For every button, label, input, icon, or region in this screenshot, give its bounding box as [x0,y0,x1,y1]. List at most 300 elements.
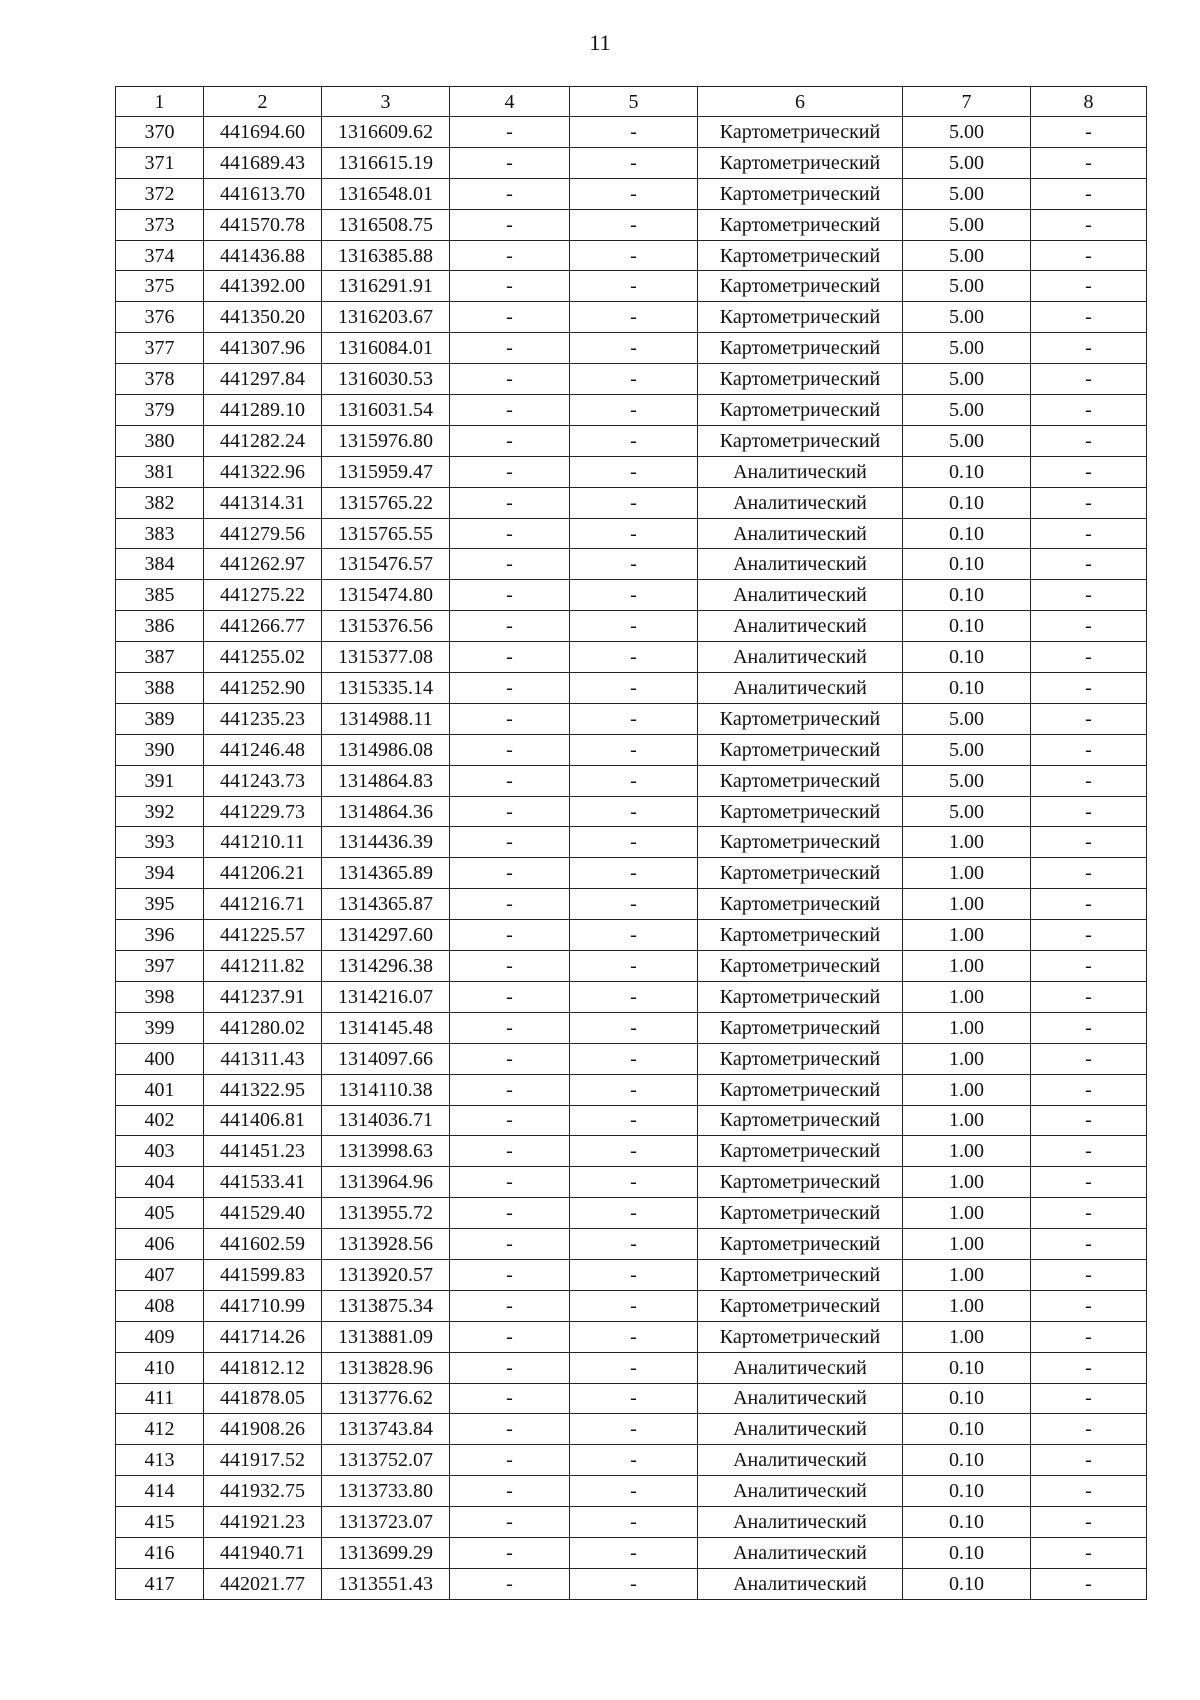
x-coordinate-cell: 441451.23 [204,1136,322,1167]
y-coordinate-cell: 1313776.62 [322,1383,450,1414]
col4-cell: - [450,796,570,827]
col8-cell: - [1031,302,1147,333]
x-coordinate-cell: 441216.71 [204,889,322,920]
x-coordinate-cell: 441406.81 [204,1105,322,1136]
col5-cell: - [570,549,698,580]
col5-cell: - [570,981,698,1012]
y-coordinate-cell: 1313998.63 [322,1136,450,1167]
method-cell: Картометрический [698,1198,903,1229]
col8-cell: - [1031,765,1147,796]
method-cell: Картометрический [698,1321,903,1352]
table-row [116,302,1147,333]
y-coordinate-cell: 1313551.43 [322,1568,450,1599]
col4-cell: - [450,642,570,673]
col8-cell: - [1031,209,1147,240]
col4-cell: - [450,364,570,395]
col4-cell: - [450,951,570,982]
accuracy-cell: 1.00 [903,1198,1031,1229]
x-coordinate-cell: 441297.84 [204,364,322,395]
point-number-cell: 414 [116,1476,204,1507]
point-number-cell: 415 [116,1507,204,1538]
table-row [116,1136,1147,1167]
accuracy-cell: 5.00 [903,240,1031,271]
method-cell: Картометрический [698,703,903,734]
method-cell: Аналитический [698,642,903,673]
col5-cell: - [570,1321,698,1352]
col4-cell: - [450,858,570,889]
col4-cell: - [450,827,570,858]
method-cell: Аналитический [698,1383,903,1414]
column-header: 1 [116,87,204,117]
y-coordinate-cell: 1313920.57 [322,1259,450,1290]
col4-cell: - [450,1383,570,1414]
method-cell: Картометрический [698,1012,903,1043]
col4-cell: - [450,518,570,549]
col8-cell: - [1031,1568,1147,1599]
method-cell: Картометрический [698,117,903,148]
table-row [116,1290,1147,1321]
x-coordinate-cell: 441322.96 [204,456,322,487]
y-coordinate-cell: 1315377.08 [322,642,450,673]
method-cell: Картометрический [698,827,903,858]
y-coordinate-cell: 1316508.75 [322,209,450,240]
y-coordinate-cell: 1316030.53 [322,364,450,395]
accuracy-cell: 1.00 [903,951,1031,982]
y-coordinate-cell: 1313875.34 [322,1290,450,1321]
table-row [116,178,1147,209]
col5-cell: - [570,673,698,704]
method-cell: Аналитический [698,1414,903,1445]
table-row [116,765,1147,796]
point-number-cell: 375 [116,271,204,302]
accuracy-cell: 1.00 [903,889,1031,920]
col5-cell: - [570,1259,698,1290]
col8-cell: - [1031,549,1147,580]
col4-cell: - [450,1537,570,1568]
col5-cell: - [570,209,698,240]
x-coordinate-cell: 441694.60 [204,117,322,148]
y-coordinate-cell: 1315376.56 [322,611,450,642]
accuracy-cell: 0.10 [903,549,1031,580]
accuracy-cell: 0.10 [903,1445,1031,1476]
table-row [116,981,1147,1012]
point-number-cell: 372 [116,178,204,209]
x-coordinate-cell: 441710.99 [204,1290,322,1321]
accuracy-cell: 0.10 [903,1476,1031,1507]
method-cell: Аналитический [698,1445,903,1476]
y-coordinate-cell: 1313699.29 [322,1537,450,1568]
col4-cell: - [450,673,570,704]
accuracy-cell: 1.00 [903,827,1031,858]
table-row [116,920,1147,951]
x-coordinate-cell: 441314.31 [204,487,322,518]
col4-cell: - [450,611,570,642]
col5-cell: - [570,302,698,333]
col5-cell: - [570,1012,698,1043]
table-row [116,117,1147,148]
column-header: 7 [903,87,1031,117]
y-coordinate-cell: 1313828.96 [322,1352,450,1383]
col8-cell: - [1031,456,1147,487]
col4-cell: - [450,765,570,796]
table-row [116,889,1147,920]
method-cell: Аналитический [698,487,903,518]
accuracy-cell: 1.00 [903,1167,1031,1198]
table-row [116,1445,1147,1476]
col4-cell: - [450,1012,570,1043]
table-row [116,1229,1147,1260]
x-coordinate-cell: 441255.02 [204,642,322,673]
col4-cell: - [450,1136,570,1167]
x-coordinate-cell: 441311.43 [204,1043,322,1074]
col5-cell: - [570,178,698,209]
col8-cell: - [1031,333,1147,364]
col8-cell: - [1031,1352,1147,1383]
col4-cell: - [450,1507,570,1538]
accuracy-cell: 1.00 [903,1012,1031,1043]
y-coordinate-cell: 1316084.01 [322,333,450,364]
column-header: 2 [204,87,322,117]
y-coordinate-cell: 1314365.87 [322,889,450,920]
point-number-cell: 373 [116,209,204,240]
accuracy-cell: 5.00 [903,734,1031,765]
accuracy-cell: 1.00 [903,920,1031,951]
method-cell: Картометрический [698,1229,903,1260]
table-row [116,1105,1147,1136]
table-row [116,209,1147,240]
point-number-cell: 399 [116,1012,204,1043]
table-row [116,1568,1147,1599]
x-coordinate-cell: 441307.96 [204,333,322,364]
accuracy-cell: 5.00 [903,425,1031,456]
col4-cell: - [450,395,570,426]
table-body [116,117,1147,1600]
method-cell: Картометрический [698,734,903,765]
method-cell: Аналитический [698,580,903,611]
x-coordinate-cell: 441211.82 [204,951,322,982]
point-number-cell: 417 [116,1568,204,1599]
table-row [116,1259,1147,1290]
accuracy-cell: 1.00 [903,1229,1031,1260]
col5-cell: - [570,1229,698,1260]
table-row [116,364,1147,395]
col5-cell: - [570,425,698,456]
x-coordinate-cell: 441237.91 [204,981,322,1012]
accuracy-cell: 1.00 [903,1321,1031,1352]
y-coordinate-cell: 1313955.72 [322,1198,450,1229]
x-coordinate-cell: 441714.26 [204,1321,322,1352]
table-row [116,147,1147,178]
point-number-cell: 386 [116,611,204,642]
page-number: 11 [589,30,611,55]
point-number-cell: 401 [116,1074,204,1105]
col4-cell: - [450,178,570,209]
point-number-cell: 382 [116,487,204,518]
accuracy-cell: 0.10 [903,1352,1031,1383]
y-coordinate-cell: 1314145.48 [322,1012,450,1043]
col5-cell: - [570,364,698,395]
accuracy-cell: 1.00 [903,1259,1031,1290]
col5-cell: - [570,1445,698,1476]
col5-cell: - [570,1414,698,1445]
point-number-cell: 385 [116,580,204,611]
point-number-cell: 395 [116,889,204,920]
point-number-cell: 400 [116,1043,204,1074]
col8-cell: - [1031,271,1147,302]
col8-cell: - [1031,889,1147,920]
col4-cell: - [450,1198,570,1229]
accuracy-cell: 5.00 [903,147,1031,178]
table-row [116,827,1147,858]
col4-cell: - [450,549,570,580]
point-number-cell: 405 [116,1198,204,1229]
y-coordinate-cell: 1314097.66 [322,1043,450,1074]
col5-cell: - [570,889,698,920]
method-cell: Аналитический [698,1476,903,1507]
y-coordinate-cell: 1316291.91 [322,271,450,302]
point-number-cell: 390 [116,734,204,765]
col8-cell: - [1031,425,1147,456]
point-number-cell: 391 [116,765,204,796]
y-coordinate-cell: 1315476.57 [322,549,450,580]
col4-cell: - [450,580,570,611]
col5-cell: - [570,395,698,426]
accuracy-cell: 5.00 [903,364,1031,395]
y-coordinate-cell: 1313928.56 [322,1229,450,1260]
point-number-cell: 378 [116,364,204,395]
accuracy-cell: 1.00 [903,981,1031,1012]
col4-cell: - [450,1414,570,1445]
x-coordinate-cell: 441322.95 [204,1074,322,1105]
point-number-cell: 380 [116,425,204,456]
col8-cell: - [1031,518,1147,549]
col5-cell: - [570,333,698,364]
table-row [116,1043,1147,1074]
x-coordinate-cell: 441229.73 [204,796,322,827]
col4-cell: - [450,889,570,920]
point-number-cell: 387 [116,642,204,673]
x-coordinate-cell: 441613.70 [204,178,322,209]
point-number-cell: 406 [116,1229,204,1260]
accuracy-cell: 1.00 [903,1290,1031,1321]
col8-cell: - [1031,611,1147,642]
col4-cell: - [450,734,570,765]
y-coordinate-cell: 1315474.80 [322,580,450,611]
accuracy-cell: 0.10 [903,673,1031,704]
method-cell: Картометрический [698,271,903,302]
method-cell: Картометрический [698,364,903,395]
col8-cell: - [1031,1290,1147,1321]
x-coordinate-cell: 441921.23 [204,1507,322,1538]
x-coordinate-cell: 441279.56 [204,518,322,549]
column-header: 3 [322,87,450,117]
column-header: 8 [1031,87,1147,117]
accuracy-cell: 1.00 [903,858,1031,889]
col8-cell: - [1031,147,1147,178]
col8-cell: - [1031,827,1147,858]
y-coordinate-cell: 1313964.96 [322,1167,450,1198]
coordinates-table [115,86,1147,1600]
col8-cell: - [1031,117,1147,148]
point-number-cell: 392 [116,796,204,827]
table-row [116,642,1147,673]
col5-cell: - [570,1568,698,1599]
point-number-cell: 397 [116,951,204,982]
accuracy-cell: 5.00 [903,703,1031,734]
point-number-cell: 403 [116,1136,204,1167]
method-cell: Картометрический [698,951,903,982]
col8-cell: - [1031,796,1147,827]
y-coordinate-cell: 1315335.14 [322,673,450,704]
accuracy-cell: 5.00 [903,209,1031,240]
accuracy-cell: 5.00 [903,117,1031,148]
col4-cell: - [450,981,570,1012]
method-cell: Картометрический [698,796,903,827]
col8-cell: - [1031,1259,1147,1290]
accuracy-cell: 5.00 [903,333,1031,364]
y-coordinate-cell: 1314864.83 [322,765,450,796]
x-coordinate-cell: 441392.00 [204,271,322,302]
y-coordinate-cell: 1313881.09 [322,1321,450,1352]
col4-cell: - [450,1568,570,1599]
col5-cell: - [570,827,698,858]
table-row [116,858,1147,889]
col5-cell: - [570,765,698,796]
y-coordinate-cell: 1314036.71 [322,1105,450,1136]
method-cell: Аналитический [698,673,903,704]
col4-cell: - [450,920,570,951]
table-row [116,580,1147,611]
col5-cell: - [570,1074,698,1105]
col8-cell: - [1031,1414,1147,1445]
column-header: 6 [698,87,903,117]
col5-cell: - [570,1383,698,1414]
column-header: 5 [570,87,698,117]
accuracy-cell: 0.10 [903,1537,1031,1568]
col8-cell: - [1031,240,1147,271]
y-coordinate-cell: 1313752.07 [322,1445,450,1476]
accuracy-cell: 5.00 [903,765,1031,796]
col8-cell: - [1031,1476,1147,1507]
x-coordinate-cell: 441243.73 [204,765,322,796]
y-coordinate-cell: 1314296.38 [322,951,450,982]
col4-cell: - [450,147,570,178]
point-number-cell: 393 [116,827,204,858]
y-coordinate-cell: 1316615.19 [322,147,450,178]
accuracy-cell: 1.00 [903,1105,1031,1136]
col5-cell: - [570,1476,698,1507]
point-number-cell: 384 [116,549,204,580]
point-number-cell: 411 [116,1383,204,1414]
method-cell: Аналитический [698,1568,903,1599]
method-cell: Аналитический [698,456,903,487]
col8-cell: - [1031,1198,1147,1229]
method-cell: Картометрический [698,889,903,920]
col8-cell: - [1031,734,1147,765]
accuracy-cell: 1.00 [903,1136,1031,1167]
x-coordinate-cell: 441689.43 [204,147,322,178]
table-row [116,333,1147,364]
table-row [116,1198,1147,1229]
accuracy-cell: 5.00 [903,302,1031,333]
col8-cell: - [1031,1383,1147,1414]
x-coordinate-cell: 441599.83 [204,1259,322,1290]
point-number-cell: 409 [116,1321,204,1352]
col4-cell: - [450,1352,570,1383]
y-coordinate-cell: 1315976.80 [322,425,450,456]
col5-cell: - [570,1167,698,1198]
col4-cell: - [450,1229,570,1260]
col5-cell: - [570,611,698,642]
col5-cell: - [570,240,698,271]
accuracy-cell: 0.10 [903,642,1031,673]
table-row [116,456,1147,487]
x-coordinate-cell: 441529.40 [204,1198,322,1229]
col4-cell: - [450,209,570,240]
col8-cell: - [1031,1012,1147,1043]
y-coordinate-cell: 1314110.38 [322,1074,450,1105]
point-number-cell: 404 [116,1167,204,1198]
method-cell: Картометрический [698,333,903,364]
x-coordinate-cell: 441436.88 [204,240,322,271]
x-coordinate-cell: 441280.02 [204,1012,322,1043]
accuracy-cell: 0.10 [903,456,1031,487]
col4-cell: - [450,425,570,456]
col5-cell: - [570,1537,698,1568]
accuracy-cell: 0.10 [903,487,1031,518]
x-coordinate-cell: 441570.78 [204,209,322,240]
col5-cell: - [570,1198,698,1229]
x-coordinate-cell: 441932.75 [204,1476,322,1507]
col5-cell: - [570,518,698,549]
y-coordinate-cell: 1316385.88 [322,240,450,271]
col5-cell: - [570,1507,698,1538]
point-number-cell: 388 [116,673,204,704]
x-coordinate-cell: 441602.59 [204,1229,322,1260]
x-coordinate-cell: 441235.23 [204,703,322,734]
y-coordinate-cell: 1313743.84 [322,1414,450,1445]
table-row [116,1074,1147,1105]
table-row [116,395,1147,426]
col8-cell: - [1031,580,1147,611]
method-cell: Картометрический [698,858,903,889]
col8-cell: - [1031,487,1147,518]
col4-cell: - [450,1290,570,1321]
col8-cell: - [1031,1105,1147,1136]
y-coordinate-cell: 1314864.36 [322,796,450,827]
point-number-cell: 381 [116,456,204,487]
point-number-cell: 383 [116,518,204,549]
col5-cell: - [570,147,698,178]
point-number-cell: 407 [116,1259,204,1290]
point-number-cell: 377 [116,333,204,364]
col8-cell: - [1031,1229,1147,1260]
table-row [116,1507,1147,1538]
method-cell: Аналитический [698,1507,903,1538]
point-number-cell: 374 [116,240,204,271]
method-cell: Аналитический [698,611,903,642]
col8-cell: - [1031,642,1147,673]
col4-cell: - [450,1445,570,1476]
y-coordinate-cell: 1316548.01 [322,178,450,209]
col5-cell: - [570,734,698,765]
x-coordinate-cell: 441533.41 [204,1167,322,1198]
point-number-cell: 412 [116,1414,204,1445]
accuracy-cell: 0.10 [903,611,1031,642]
col5-cell: - [570,487,698,518]
accuracy-cell: 1.00 [903,1074,1031,1105]
col5-cell: - [570,271,698,302]
